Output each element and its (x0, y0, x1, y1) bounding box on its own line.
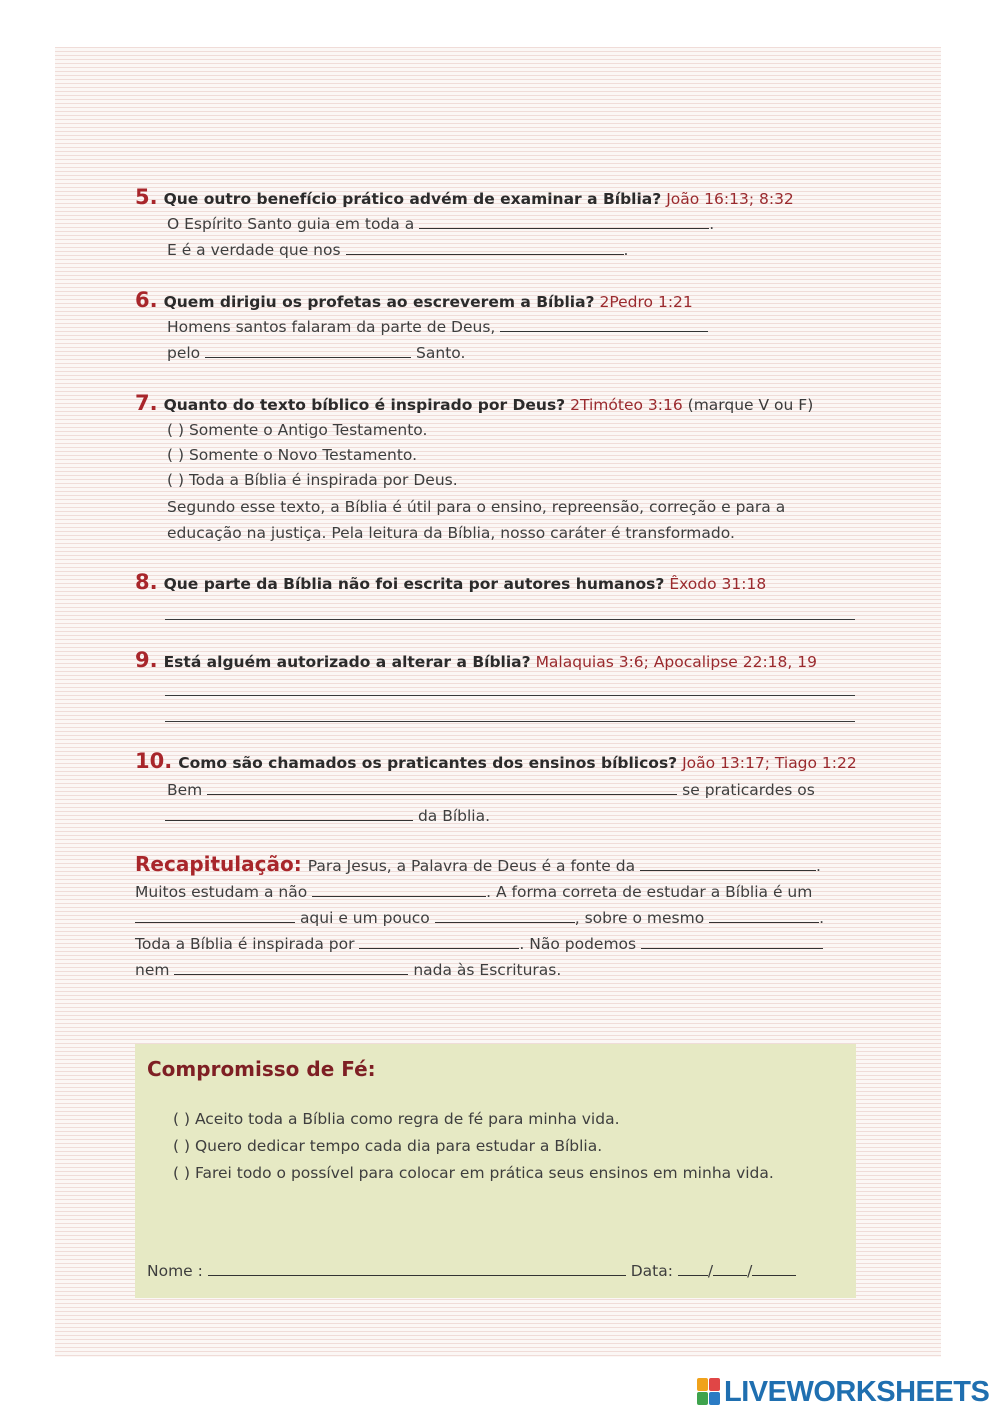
question-6-text: Quem dirigiu os profetas ao escreverem a Bíblia? (163, 293, 595, 311)
question-7 (135, 391, 813, 415)
question-8-number: 8. (135, 570, 158, 594)
worksheet-page (55, 47, 941, 1357)
recap-blank-4[interactable] (435, 910, 575, 923)
recap-l2-end: . A forma correta de estudar a Bíblia é um (486, 883, 813, 901)
q5-blank-2[interactable] (346, 242, 624, 255)
question-10 (135, 749, 857, 773)
recap-l1-text: Para Jesus, a Palavra de Deus é a fonte da (307, 857, 636, 875)
question-6 (135, 288, 693, 312)
date-year-field[interactable] (752, 1263, 796, 1276)
question-9-text: Está alguém autorizado a alterar a Bíblia? (163, 653, 531, 671)
date-separator-2: / (747, 1262, 753, 1280)
date-day-field[interactable] (678, 1263, 708, 1276)
recap-l1-end: . (816, 857, 821, 875)
recap-blank-7[interactable] (641, 936, 823, 949)
q10-line1-start: Bem (167, 781, 203, 799)
question-9-reference: Malaquias 3:6; Apocalipse 22:18, 19 (535, 653, 817, 671)
recap-line-2 (135, 883, 812, 901)
liveworksheets-wordmark: LIVEWORKSHEETS (724, 1376, 990, 1408)
question-7-reference: 2Timóteo 3:16 (570, 396, 683, 414)
date-label: Data: (630, 1262, 673, 1280)
q6-answer-line-1 (167, 318, 708, 336)
q9-answer-line-1[interactable] (165, 695, 855, 696)
q10-answer-line-1 (167, 781, 815, 799)
question-7-text: Quanto do texto bíblico é inspirado por Deus? (163, 396, 566, 414)
commitment-option-3[interactable]: ( ) Farei todo o possível para colocar em prática seus ensinos em minha vida. (173, 1164, 774, 1182)
q5-line2-end: . (623, 241, 629, 259)
question-5-reference: João 16:13; 8:32 (666, 190, 794, 208)
question-9 (135, 648, 817, 672)
question-5-number: 5. (135, 185, 158, 209)
q10-answer-line-2 (165, 807, 490, 825)
commitment-option-1[interactable]: ( ) Aceito toda a Bíblia como regra de fé para minha vida. (173, 1110, 620, 1128)
name-field[interactable] (208, 1263, 626, 1276)
q5-answer-line-2 (167, 241, 628, 259)
signature-row (147, 1262, 796, 1280)
question-7-note: (marque V ou F) (687, 396, 814, 414)
q10-line1-end: se praticardes os (682, 781, 815, 799)
question-9-number: 9. (135, 648, 158, 672)
commitment-title: Compromisso de Fé: (147, 1057, 376, 1081)
recap-l3-text: aqui e um pouco (299, 909, 430, 927)
recap-line-4 (135, 935, 823, 953)
question-8-text: Que parte da Bíblia não foi escrita por autores humanos? (163, 575, 665, 593)
recap-l5-end: nada às Escrituras. (413, 961, 562, 979)
recap-blank-1[interactable] (640, 858, 816, 871)
recap-blank-6[interactable] (359, 936, 519, 949)
date-month-field[interactable] (713, 1263, 747, 1276)
recap-title: Recapitulação: (135, 852, 302, 876)
q5-blank-1[interactable] (419, 216, 709, 229)
q10-blank-1[interactable] (207, 782, 677, 795)
recap-line-1 (135, 852, 821, 876)
question-10-number: 10. (135, 749, 173, 773)
question-10-reference: João 13:17; Tiago 1:22 (682, 754, 857, 772)
q8-answer-line[interactable] (165, 619, 855, 620)
q7-option-3[interactable]: ( ) Toda a Bíblia é inspirada por Deus. (167, 471, 458, 489)
q10-line2-end: da Bíblia. (417, 807, 491, 825)
recap-blank-3[interactable] (135, 910, 295, 923)
q6-blank-1[interactable] (500, 319, 708, 332)
date-separator-1: / (707, 1262, 714, 1280)
recap-l2-text: Muitos estudam a não (135, 883, 308, 901)
recap-l5-text: nem (135, 961, 170, 979)
recap-line-3 (135, 909, 824, 927)
recap-l4-text: Toda a Bíblia é inspirada por (135, 935, 355, 953)
question-5-text: Que outro benefício prático advém de examinar a Bíblia? (163, 190, 662, 208)
question-5 (135, 185, 794, 209)
recap-l4-end: . Não podemos (519, 935, 637, 953)
recap-line-5 (135, 961, 561, 979)
q6-answer-line-2 (167, 344, 465, 362)
q5-line1-end: . (709, 215, 715, 233)
recap-blank-2[interactable] (312, 884, 486, 897)
question-10-text: Como são chamados os praticantes dos ensinos bíblicos? (178, 754, 678, 772)
question-6-number: 6. (135, 288, 158, 312)
q6-line2-start: pelo (167, 344, 201, 362)
q10-blank-2[interactable] (165, 808, 413, 821)
q5-line1-text: O Espírito Santo guia em toda a (167, 215, 415, 233)
recap-l3-mid: , sobre o mesmo (574, 909, 705, 927)
question-8 (135, 570, 766, 594)
q7-paragraph-line-2: educação na justiça. Pela leitura da Bíblia, nosso caráter é transformado. (167, 524, 735, 542)
q6-blank-2[interactable] (205, 345, 411, 358)
q6-line1-text: Homens santos falaram da parte de Deus, (167, 318, 496, 336)
q7-option-1[interactable]: ( ) Somente o Antigo Testamento. (167, 421, 428, 439)
q7-option-2[interactable]: ( ) Somente o Novo Testamento. (167, 446, 418, 464)
name-label: Nome : (147, 1262, 203, 1280)
q5-answer-line-1 (167, 215, 714, 233)
commitment-option-2[interactable]: ( ) Quero dedicar tempo cada dia para estudar a Bíblia. (173, 1137, 603, 1155)
recap-blank-5[interactable] (709, 910, 819, 923)
question-6-reference: 2Pedro 1:21 (599, 293, 693, 311)
question-7-number: 7. (135, 391, 158, 415)
q6-line2-end: Santo. (416, 344, 466, 362)
recap-blank-8[interactable] (174, 962, 408, 975)
commitment-box (135, 1044, 856, 1298)
question-8-reference: Êxodo 31:18 (669, 575, 767, 593)
recap-l3-end: . (819, 909, 825, 927)
q5-line2-text: E é a verdade que nos (167, 241, 341, 259)
liveworksheets-logo-icon (697, 1378, 721, 1406)
q7-paragraph-line-1: Segundo esse texto, a Bíblia é útil para o ensino, repreensão, correção e para a (167, 498, 786, 516)
q9-answer-line-2[interactable] (165, 721, 855, 722)
